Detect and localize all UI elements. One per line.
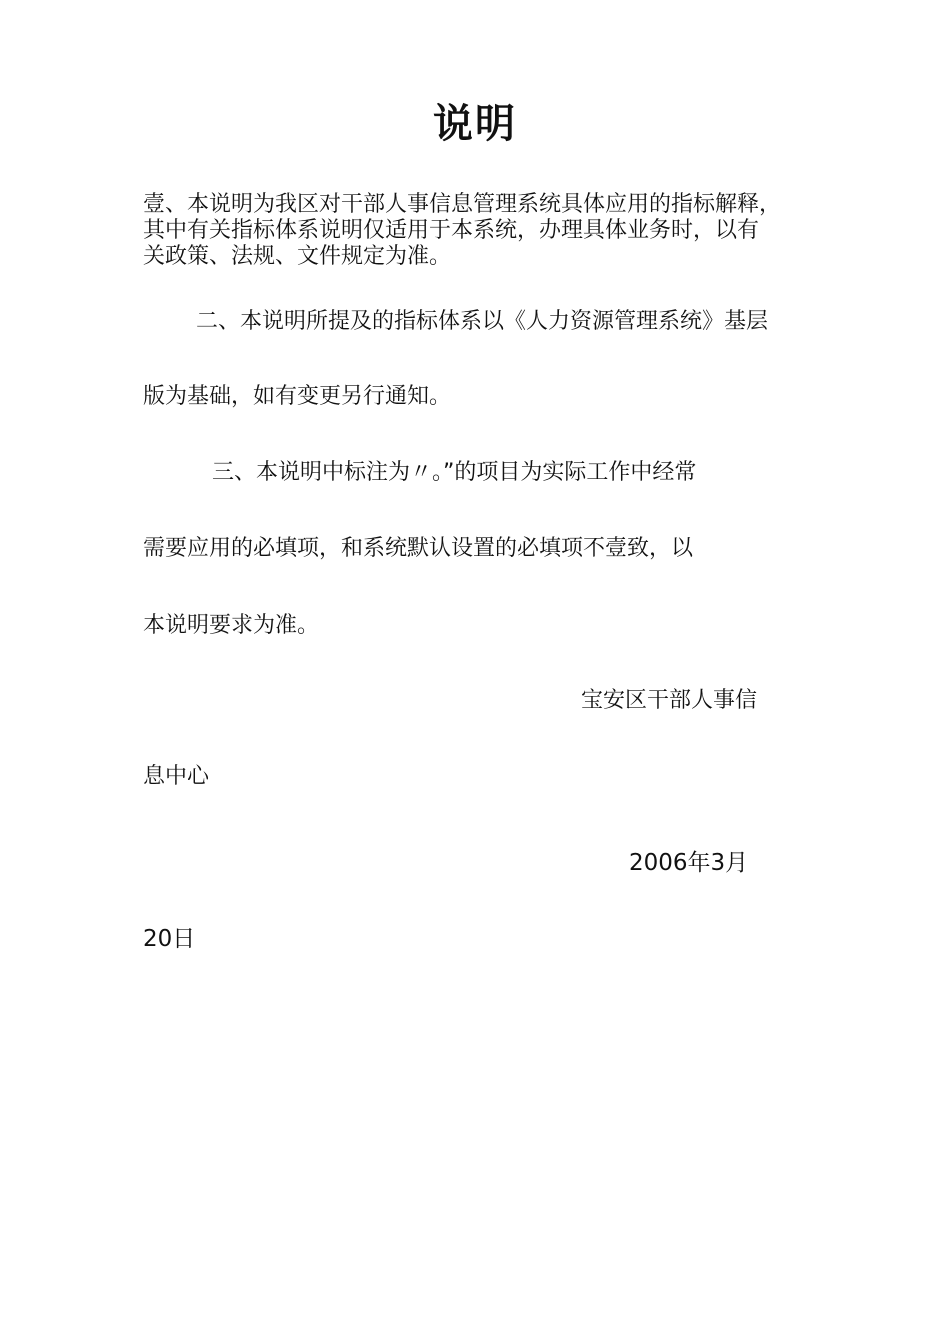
paragraph-1-line-1: 壹、本说明为我区对干部人事信息管理系统具体应用的指标解释， <box>143 192 782 217</box>
paragraph-2-line-1: 二、本说明所提及的指标体系以《人力资源管理系统》基层 <box>196 309 769 334</box>
paragraph-2-line-2: 版为基础，如有变更另行通知。 <box>143 384 452 409</box>
paragraph-1-line-3: 关政策、法规、文件规定为准。 <box>143 244 452 269</box>
paragraph-1-line-2: 其中有关指标体系说明仅适用于本系统，办理具体业务时，以有 <box>143 218 760 243</box>
signature-date-line-1: 2006年3月 <box>629 850 749 876</box>
paragraph-3-line-1: 三、本说明中标注为〃。”的项目为实际工作中经常 <box>212 460 697 485</box>
paragraph-3-line-2: 需要应用的必填项，和系统默认设置的必填项不壹致，以 <box>143 536 694 561</box>
signature-date-line-2: 20日 <box>143 926 196 952</box>
paragraph-3-line-3: 本说明要求为准。 <box>143 613 320 638</box>
signature-org-line-1: 宝安区干部人事信 <box>581 688 758 713</box>
signature-org-line-2: 息中心 <box>143 764 210 789</box>
page-title: 说明 <box>433 101 517 147</box>
